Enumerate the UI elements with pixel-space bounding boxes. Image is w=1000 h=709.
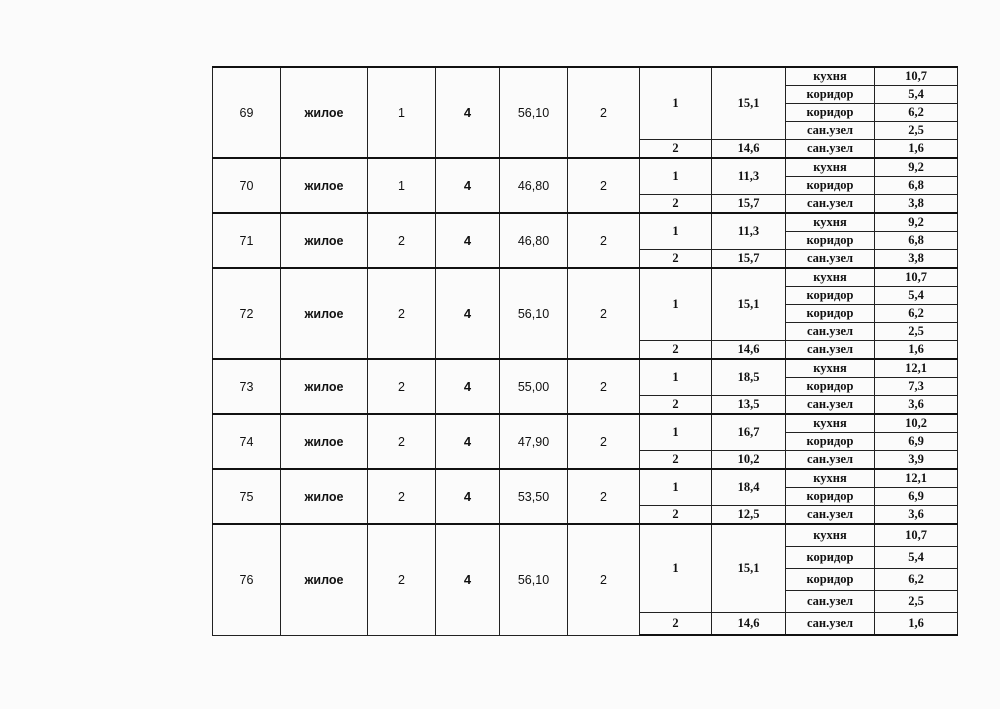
living-room-index: 1 <box>640 414 712 451</box>
apartment-number: 73 <box>213 359 281 414</box>
aux-room-name: сан.узел <box>786 341 875 360</box>
aux-room-area: 12,1 <box>875 469 958 488</box>
aux-room-area: 10,7 <box>875 524 958 547</box>
aux-room-area: 12,1 <box>875 359 958 378</box>
room-count: 2 <box>568 524 640 635</box>
living-room-area: 15,7 <box>712 195 786 214</box>
table-row <box>213 469 958 488</box>
floor-value: 4 <box>436 414 500 469</box>
aux-room-name: кухня <box>786 359 875 378</box>
room-count: 2 <box>568 67 640 158</box>
room-count: 2 <box>568 414 640 469</box>
living-room-index: 1 <box>640 524 712 613</box>
table-row <box>213 524 958 547</box>
aux-room-name: кухня <box>786 67 875 86</box>
rooms-value: 2 <box>368 414 436 469</box>
aux-room-area: 2,5 <box>875 323 958 341</box>
aux-room-name: кухня <box>786 213 875 232</box>
living-room-area: 14,6 <box>712 613 786 636</box>
aux-room-area: 6,9 <box>875 433 958 451</box>
floor-value: 4 <box>436 359 500 414</box>
aux-room-name: сан.узел <box>786 140 875 159</box>
living-room-index: 1 <box>640 213 712 250</box>
table-row <box>213 414 958 433</box>
aux-room-name: кухня <box>786 469 875 488</box>
total-area: 53,50 <box>500 469 568 524</box>
aux-room-name: коридор <box>786 433 875 451</box>
aux-room-name: коридор <box>786 86 875 104</box>
apartment-table <box>212 66 958 636</box>
aux-room-name: кухня <box>786 158 875 177</box>
aux-room-area: 1,6 <box>875 341 958 360</box>
aux-room-name: коридор <box>786 305 875 323</box>
aux-room-area: 6,9 <box>875 488 958 506</box>
aux-room-area: 1,6 <box>875 613 958 636</box>
total-area: 46,80 <box>500 158 568 213</box>
living-room-index: 1 <box>640 67 712 140</box>
floor-value: 4 <box>436 268 500 359</box>
rooms-value: 2 <box>368 268 436 359</box>
aux-room-name: кухня <box>786 268 875 287</box>
aux-room-area: 3,8 <box>875 250 958 269</box>
aux-room-name: сан.узел <box>786 451 875 470</box>
premise-type: жилое <box>281 524 368 635</box>
table-row <box>213 359 958 378</box>
total-area: 56,10 <box>500 524 568 635</box>
rooms-value: 1 <box>368 67 436 158</box>
table-row <box>213 213 958 232</box>
apartment-number: 72 <box>213 268 281 359</box>
aux-room-name: сан.узел <box>786 250 875 269</box>
living-room-index: 2 <box>640 506 712 525</box>
premise-type: жилое <box>281 469 368 524</box>
aux-room-name: сан.узел <box>786 396 875 415</box>
living-room-area: 18,4 <box>712 469 786 506</box>
aux-room-name: коридор <box>786 547 875 569</box>
aux-room-area: 6,8 <box>875 232 958 250</box>
apartment-number: 76 <box>213 524 281 635</box>
living-room-area: 15,1 <box>712 268 786 341</box>
floor-value: 4 <box>436 524 500 635</box>
living-room-area: 16,7 <box>712 414 786 451</box>
living-room-index: 1 <box>640 359 712 396</box>
living-room-index: 2 <box>640 396 712 415</box>
apartment-number: 75 <box>213 469 281 524</box>
living-room-area: 11,3 <box>712 213 786 250</box>
aux-room-name: сан.узел <box>786 506 875 525</box>
total-area: 46,80 <box>500 213 568 268</box>
aux-room-name: коридор <box>786 378 875 396</box>
floor-value: 4 <box>436 469 500 524</box>
aux-room-area: 5,4 <box>875 86 958 104</box>
aux-room-area: 10,7 <box>875 268 958 287</box>
aux-room-area: 9,2 <box>875 213 958 232</box>
aux-room-name: сан.узел <box>786 591 875 613</box>
apartment-table-body <box>213 67 958 635</box>
aux-room-area: 5,4 <box>875 547 958 569</box>
aux-room-area: 3,6 <box>875 396 958 415</box>
aux-room-area: 6,2 <box>875 569 958 591</box>
aux-room-name: коридор <box>786 104 875 122</box>
rooms-value: 2 <box>368 469 436 524</box>
room-count: 2 <box>568 213 640 268</box>
aux-room-name: сан.узел <box>786 323 875 341</box>
living-room-area: 15,7 <box>712 250 786 269</box>
living-room-index: 1 <box>640 268 712 341</box>
living-room-index: 2 <box>640 250 712 269</box>
total-area: 47,90 <box>500 414 568 469</box>
apartment-number: 74 <box>213 414 281 469</box>
aux-room-area: 3,6 <box>875 506 958 525</box>
aux-room-area: 10,7 <box>875 67 958 86</box>
rooms-value: 2 <box>368 359 436 414</box>
premise-type: жилое <box>281 359 368 414</box>
aux-room-area: 3,8 <box>875 195 958 214</box>
floor-value: 4 <box>436 213 500 268</box>
apartment-number: 69 <box>213 67 281 158</box>
floor-value: 4 <box>436 67 500 158</box>
aux-room-area: 6,2 <box>875 104 958 122</box>
aux-room-area: 1,6 <box>875 140 958 159</box>
living-room-area: 14,6 <box>712 341 786 360</box>
aux-room-area: 5,4 <box>875 287 958 305</box>
aux-room-area: 7,3 <box>875 378 958 396</box>
aux-room-name: кухня <box>786 524 875 547</box>
living-room-index: 2 <box>640 341 712 360</box>
apartment-number: 71 <box>213 213 281 268</box>
living-room-index: 1 <box>640 158 712 195</box>
total-area: 56,10 <box>500 268 568 359</box>
living-room-area: 10,2 <box>712 451 786 470</box>
aux-room-area: 10,2 <box>875 414 958 433</box>
living-room-area: 14,6 <box>712 140 786 159</box>
living-room-index: 1 <box>640 469 712 506</box>
room-count: 2 <box>568 469 640 524</box>
aux-room-name: коридор <box>786 488 875 506</box>
aux-room-name: сан.узел <box>786 613 875 636</box>
premise-type: жилое <box>281 158 368 213</box>
living-room-area: 15,1 <box>712 67 786 140</box>
aux-room-name: коридор <box>786 287 875 305</box>
premise-type: жилое <box>281 67 368 158</box>
total-area: 55,00 <box>500 359 568 414</box>
aux-room-name: сан.узел <box>786 122 875 140</box>
table-row <box>213 268 958 287</box>
living-room-index: 2 <box>640 613 712 636</box>
aux-room-name: коридор <box>786 569 875 591</box>
apartment-number: 70 <box>213 158 281 213</box>
aux-room-area: 3,9 <box>875 451 958 470</box>
rooms-value: 1 <box>368 158 436 213</box>
aux-room-name: кухня <box>786 414 875 433</box>
living-room-index: 2 <box>640 140 712 159</box>
floor-value: 4 <box>436 158 500 213</box>
aux-room-name: сан.узел <box>786 195 875 214</box>
aux-room-name: коридор <box>786 232 875 250</box>
living-room-index: 2 <box>640 195 712 214</box>
premise-type: жилое <box>281 213 368 268</box>
living-room-area: 11,3 <box>712 158 786 195</box>
rooms-value: 2 <box>368 213 436 268</box>
rooms-value: 2 <box>368 524 436 635</box>
living-room-area: 12,5 <box>712 506 786 525</box>
premise-type: жилое <box>281 414 368 469</box>
premise-type: жилое <box>281 268 368 359</box>
living-room-area: 15,1 <box>712 524 786 613</box>
total-area: 56,10 <box>500 67 568 158</box>
room-count: 2 <box>568 359 640 414</box>
aux-room-area: 6,2 <box>875 305 958 323</box>
living-room-index: 2 <box>640 451 712 470</box>
room-count: 2 <box>568 268 640 359</box>
living-room-area: 13,5 <box>712 396 786 415</box>
aux-room-name: коридор <box>786 177 875 195</box>
living-room-area: 18,5 <box>712 359 786 396</box>
table-row <box>213 158 958 177</box>
table-row <box>213 67 958 86</box>
aux-room-area: 6,8 <box>875 177 958 195</box>
aux-room-area: 2,5 <box>875 591 958 613</box>
room-count: 2 <box>568 158 640 213</box>
aux-room-area: 2,5 <box>875 122 958 140</box>
aux-room-area: 9,2 <box>875 158 958 177</box>
